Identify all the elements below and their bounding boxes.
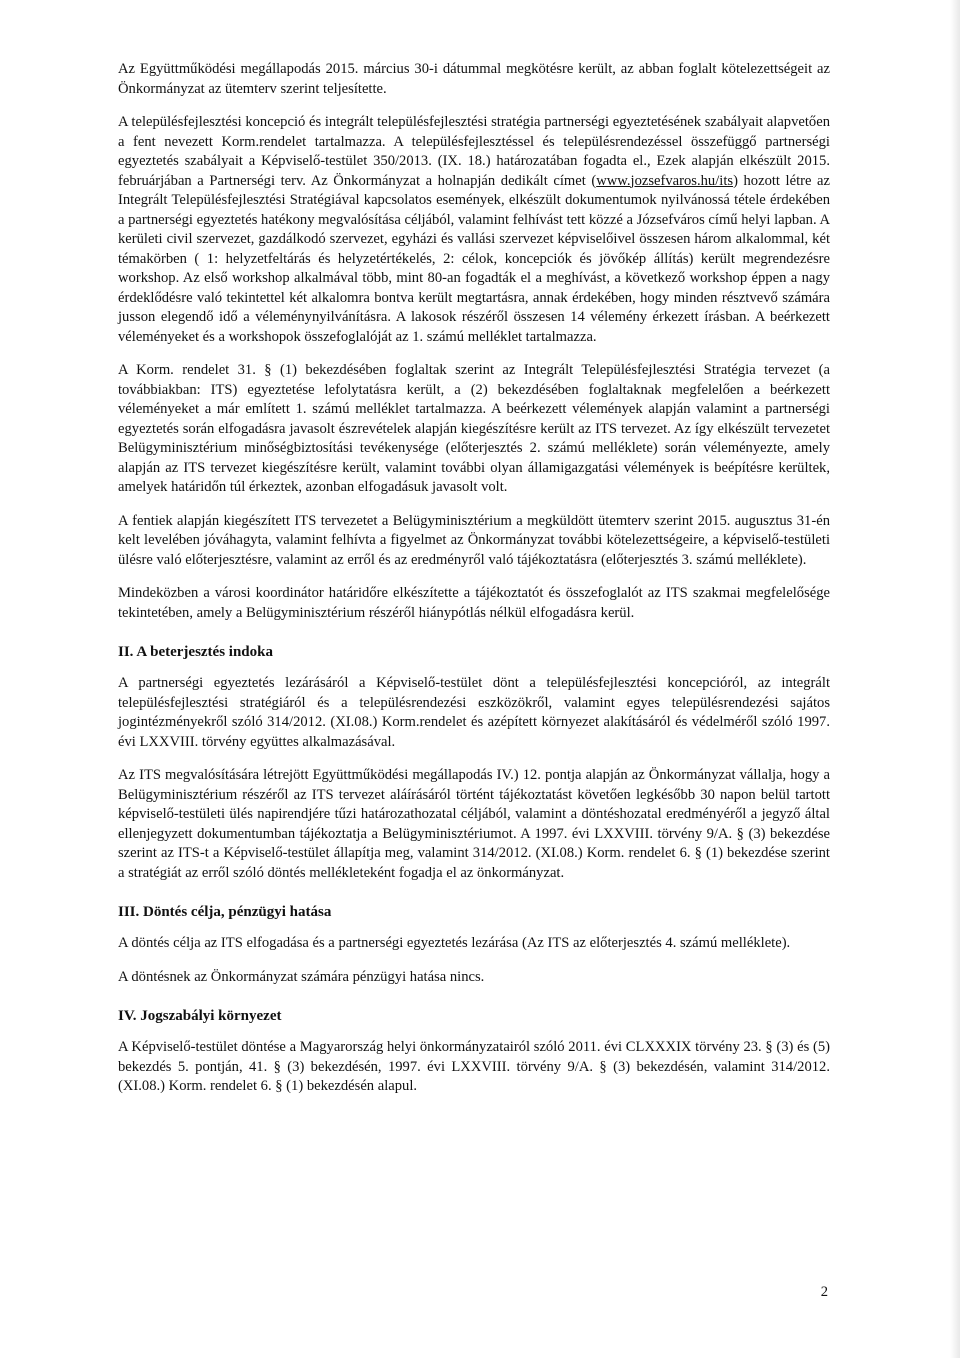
paragraph-its-consultation: A Korm. rendelet 31. § (1) bekezdésében foglaltak szerint az Integrált Településfejlesztési Stratégia tervezet (a továbbiakban: ITS) egyeztetése lefolytatásra került, a (2) bekezdésében foglaltaknak megfelelően a beérkezett véleményeket a már említett 1. számú melléklet tartalmazza. A beérkezett vélemények alapján valamint a partnerségi egyeztetés során elfogadásra javasolt észrevételek alapján kiegészítésre került az ITS tervezet. Az így elkészült tervezetet Belügyminisztérium minőségbiztosítási tevékenysége (előterjesztés 2. számú melléklete) során véleményezte, amely alapján az ITS tervezet kiegészítésre került, valamint további olyan államigazgatási vélemények is beépítésre kerültek, amelyek határidőn túl érkeztek, azonban elfogadásuk javasolt volt. xyxy=(118,362,830,495)
paragraph-partnership-rules-text-b: ) hozott létre az Integrált Településfejlesztési Stratégiával kapcsolatos események, elkészült dokumentumok nyilvánossá tétele érdekében a partnerségi egyeztetés hatékony megvalósítása céljából, valamint felhívást tett közzé a Józsefváros című helyi lapban. A kerületi civil szervezet, gazdálkodó szervezet, egyházi és vallási szervezet képviselőivel összesen három alkalommal, két témakörben ( 1: helyzetfeltárás és helyzetértékelés, 2: célok, koncepciók és jövőkép állítás) került megrendezésre workshop. Az első workshop alkalmával több, mint 80-an fogadták el a meghívást, a következő workshop éppen a nagy érdeklődésre való tekintettel két alkalomra bontva került megtartásra, annak érdekében, hogy minden résztvevő számára jusson elegendő idő a véleménynyilvánításra. A lakosok részéről összesen 14 vélemény érkezett írásban. A beérkezett véleményeket és a workshopok összefoglalóját az 1. számú melléklet tartalmazza. xyxy=(118,172,830,345)
paragraph-coordinator: Mindeközben a városi koordinátor határidőre elkészítette a tájékoztatót és összefoglalót az ITS szakmai megfelelősége tekintetében, amely a Belügyminisztérium részéről hiánypótlás nélkül elfogadásra kerül. xyxy=(118,585,830,621)
paragraph-partnership-rules-text-a: A településfejlesztési koncepció és integrált településfejlesztési stratégia partnerségi egyeztetésének szabályait alapvetően a fent nevezett Korm.rendelet tartalmazza. A településfejlesztéssel és településrendezéssel összefüggő partnerségi egyeztetés szabályait a Képviselő-testület 350/2013. (IX. 18.) határozatában fogadta el., Ezek alapján elkészült 2015. februárjában a Partnerségi terv. Az Önkormányzat a holnapján dedikált címet ( xyxy=(118,114,830,189)
paragraph-purpose-1: A döntés célja az ITS elfogadása és a partnerségi egyeztetés lezárása (Az ITS az előterjesztés 4. számú melléklete). xyxy=(118,935,791,951)
its-website-link[interactable]: www.jozsefvaros.hu/its xyxy=(596,172,734,189)
section-heading-legal: IV. Jogszabályi környezet xyxy=(118,1008,282,1024)
paragraph-legal-1: A Képviselő-testület döntése a Magyarország helyi önkormányzatairól szóló 2011. évi CLXXXIX törvény 23. § (3) és (5) bekezdés 5. pontján, 41. § (3) bekezdésén, 1997. évi LXXVIII. törvény 9/A. § (3) bekezdésén, valamint 314/2012. (XI.08.) Korm. rendelet 6. § (1) bekezdésén alapul. xyxy=(118,1039,830,1094)
paragraph-reason-2: Az ITS megvalósítására létrejött Együttműködési megállapodás IV.) 12. pontja alapján az Önkormányzat vállalja, hogy a Belügyminisztérium részéről az ITS tervezet aláírásáról történt tájékoztatást követően legkésőbb 30 napon belül tartott képviselő-testületi ülés napirendjére tűzi határozathozatal céljából, valamint a döntéshozatal eredményéről a jegyző által ellenjegyzett dokumentumban tájékoztatja a Belügyminisztériumot. A 1997. évi LXXVIII. törvény 9/A. § (3) bekezdése szerint az ITS-t a Képviselő-testület állapítja meg, valamint 314/2012. (XI.08.) Korm. rendelet 6. § (1) bekezdése szerint a stratégiát az erről szóló döntés mellékleteként fogadja el az önkormányzat. xyxy=(118,767,830,881)
section-heading-reason: II. A beterjesztés indoka xyxy=(118,644,273,660)
paragraph-ministry-approval: A fentiek alapján kiegészített ITS tervezetet a Belügyminisztérium a megküldött ütemterv szerint 2015. augusztus 31-én kelt levelében jóváhagyta, valamint felhívta a figyelmet az Önkormányzat további kötelezettségeire, a képviselő-testületi ülésre való előterjesztésre, valamint az erről és az eredményről való tájékoztatásra (előterjesztés 3. számú melléklete). xyxy=(118,512,830,568)
paragraph-partnership-rules xyxy=(118,113,830,347)
paragraph-agreement: Az Együttműködési megállapodás 2015. március 30-i dátummal megkötésre került, az abban foglalt kötelezettségeit az Önkormányzat az ütemterv szerint teljesítette. xyxy=(118,61,830,97)
scan-edge-shadow xyxy=(950,0,960,1358)
paragraph-purpose-2: A döntésnek az Önkormányzat számára pénzügyi hatása nincs. xyxy=(118,968,485,985)
page-number: 2 xyxy=(820,1284,828,1300)
paragraph-reason-1: A partnerségi egyeztetés lezárásáról a Képviselő-testület dönt a településfejlesztési koncepcióról, az integrált településfejlesztési stratégiáról és a településrendezési eszközökről, valamint egyes településrendezési sajátos jogintézményekről szóló 314/2012. (XI.08.) Korm.rendelet és azépített környezet alakításáról és védelméről szóló 1997. évi LXXVIII. törvény együttes alkalmazásával. xyxy=(118,675,830,750)
section-heading-purpose: III. Döntés célja, pénzügyi hatása xyxy=(118,904,332,920)
